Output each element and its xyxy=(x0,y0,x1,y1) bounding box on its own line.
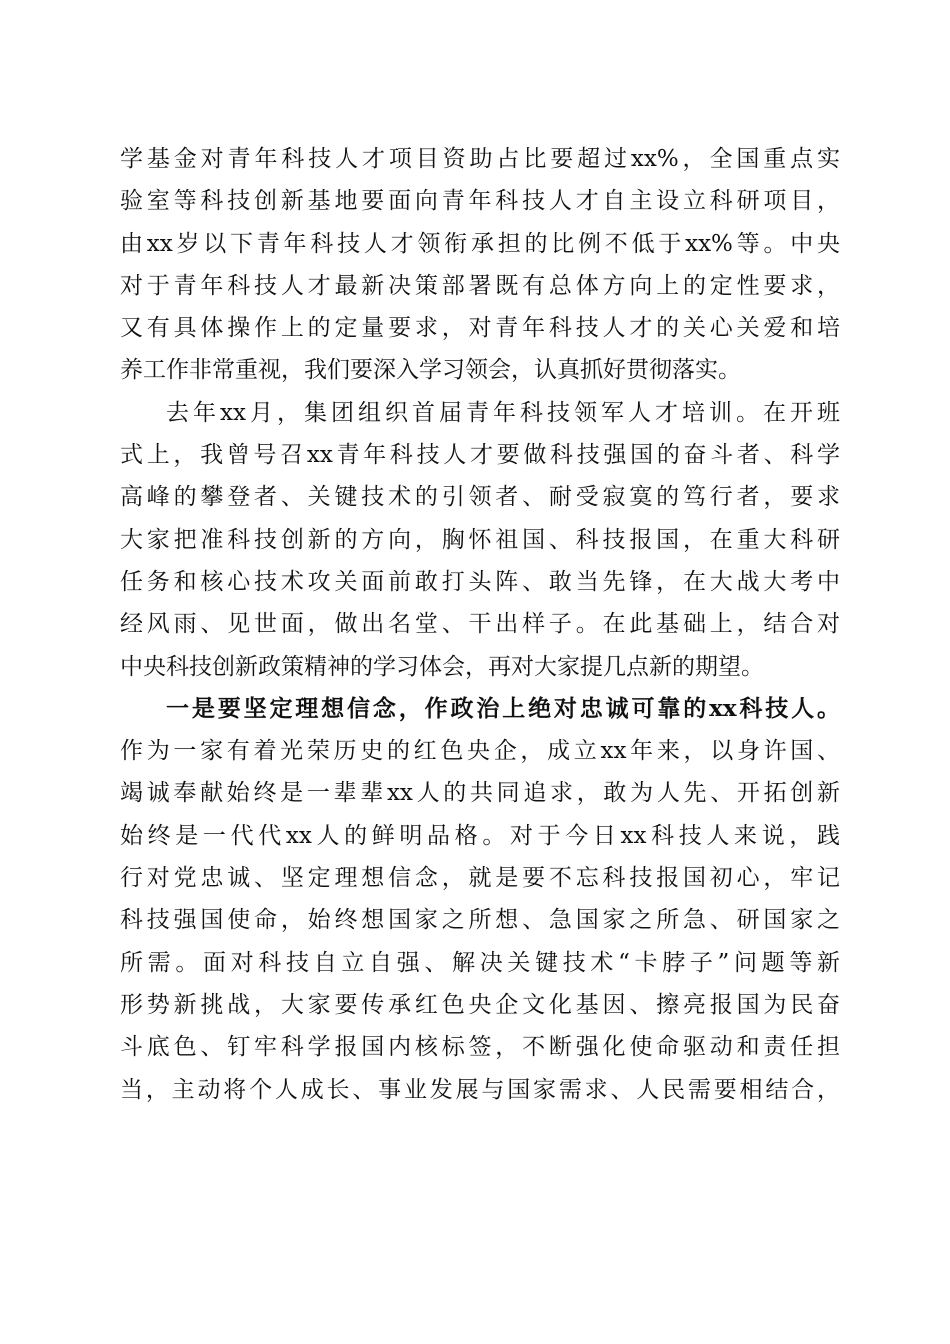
text-line: 学基金对青年科技人才项目资助占比要超过xx%，全国重点实 xyxy=(120,146,840,172)
text-line: 任务和核心技术攻关面前敢打头阵、敢当先锋，在大战大考中 xyxy=(120,568,840,595)
text-line: 作为一家有着光荣历史的红色央企，成立xx年来，以身许国、 xyxy=(120,738,840,765)
text-line: 形势新挑战，大家要传承红色央企文化基因、擦亮报国为民奋 xyxy=(120,991,840,1018)
text-line: 竭诚奉献始终是一辈辈xx人的共同追求，敢为人先、开拓创新 xyxy=(120,780,840,807)
text-line: 经风雨、见世面，做出名堂、干出样子。在此基础上，结合对 xyxy=(120,611,840,638)
text-line: 斗底色、钉牢科学报国内核标签，不断强化使命驱动和责任担 xyxy=(120,1034,840,1061)
text-line: 养工作非常重视，我们要深入学习领会，认真抓好贯彻落实。 xyxy=(120,357,741,384)
text-line: 式上，我曾号召xx青年科技人才要做科技强国的奋斗者、科学 xyxy=(120,442,840,469)
text-line: 一是要坚定理想信念，作政治上绝对忠诚可靠的xx科技人。 xyxy=(166,694,840,722)
text-line: 大家把准科技创新的方向，胸怀祖国、科技报国，在重大科研 xyxy=(120,526,840,553)
text-line: 验室等科技创新基地要面向青年科技人才自主设立科研项目， xyxy=(120,188,840,215)
text-line: 当，主动将个人成长、事业发展与国家需求、人民需要相结合， xyxy=(120,1076,840,1103)
body-text xyxy=(120,138,840,1111)
text-line: 科技强国使命，始终想国家之所想、急国家之所急、研国家之 xyxy=(120,907,840,934)
text-line: 始终是一代代xx人的鲜明品格。对于今日xx科技人来说，践 xyxy=(120,822,840,849)
text-line: 所需。面对科技自立自强、解决关键技术“卡脖子”问题等新 xyxy=(120,949,840,976)
text-line: 又有具体操作上的定量要求，对青年科技人才的关心关爱和培 xyxy=(120,315,840,342)
text-line: 由xx岁以下青年科技人才领衔承担的比例不低于xx%等。中央 xyxy=(120,230,840,257)
text-line: 中央科技创新政策精神的学习体会，再对大家提几点新的期望。 xyxy=(120,653,764,680)
text-line: 去年xx月，集团组织首届青年科技领军人才培训。在开班 xyxy=(166,399,840,426)
text-line: 高峰的攀登者、关键技术的引领者、耐受寂寞的笃行者，要求 xyxy=(120,484,840,511)
text-line: 对于青年科技人才最新决策部署既有总体方向上的定性要求， xyxy=(120,272,840,299)
text-line: 行对党忠诚、坚定理想信念，就是要不忘科技报国初心，牢记 xyxy=(120,865,840,892)
